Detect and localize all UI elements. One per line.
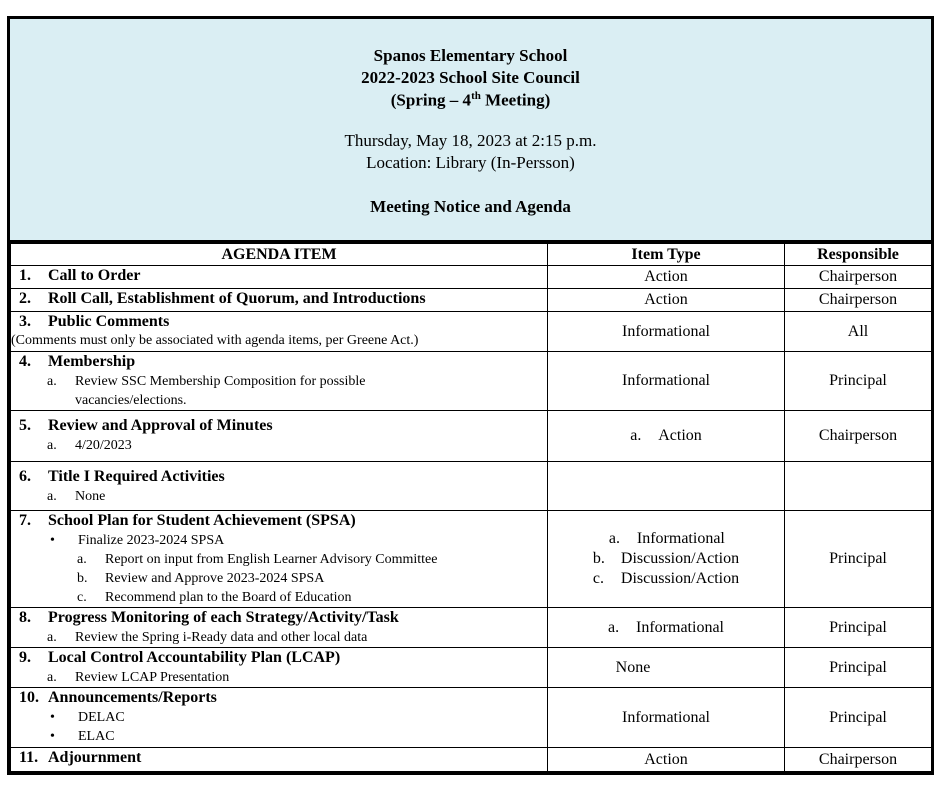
header-block: [10, 19, 931, 243]
table-row: [11, 462, 932, 511]
agenda-item: 5. Review and Approval of Minutes a. 4/20/2023: [11, 411, 548, 462]
col-header-responsible: Responsible: [785, 244, 932, 266]
table-row: [11, 289, 932, 312]
item-responsible: Principal: [785, 608, 932, 648]
item-type: Action: [548, 289, 785, 312]
table-row: [11, 648, 932, 688]
agenda-item: 3. Public Comments (Comments must only be associated with agenda items, per Greene Act.): [11, 312, 548, 352]
agenda-item: 8. Progress Monitoring of each Strategy/Activity/Task a. Review the Spring i-Ready data and other local data: [11, 608, 548, 648]
item-responsible: Principal: [785, 688, 932, 748]
item-responsible: Principal: [785, 648, 932, 688]
meeting-date: Thursday, May 18, 2023 at 2:15 p.m.: [344, 131, 597, 150]
table-row: [11, 411, 932, 462]
agenda-item: 9. Local Control Accountability Plan (LCAP) a. Review LCAP Presentation: [11, 648, 548, 688]
col-header-item: AGENDA ITEM: [11, 244, 548, 266]
table-row: [11, 748, 932, 772]
agenda-item: 11. Adjournment: [11, 748, 548, 772]
agenda-item: 4. Membership a. Review SSC Membership Composition for possible vacancies/elections.: [11, 352, 548, 411]
item-responsible: Chairperson: [785, 748, 932, 772]
item-type: Informational: [548, 352, 785, 411]
item-responsible: All: [785, 312, 932, 352]
item-type: a. Informational b. Discussion/Action c. Discussion/Action: [548, 511, 785, 608]
agenda-item: 1. Call to Order: [11, 266, 548, 289]
school-name: Spanos Elementary School: [373, 46, 568, 65]
item-type: None: [548, 648, 785, 688]
item-responsible: [785, 462, 932, 511]
item-type: Informational: [548, 312, 785, 352]
agenda-item: 6. Title I Required Activities a. None: [11, 462, 548, 511]
item-type: Action: [548, 266, 785, 289]
table-row: [11, 608, 932, 648]
item-type: a. Informational: [548, 608, 785, 648]
table-row: [11, 266, 932, 289]
agenda-table: [10, 243, 932, 772]
item-responsible: Chairperson: [785, 289, 932, 312]
agenda-item: 7. School Plan for Student Achievement (SPSA) • Finalize 2023-2024 SPSA a. Report on input from English Learner Advisory Committee b. Review and Approve 2023-2024 SPSA c. Recommend plan to the Board of Education: [11, 511, 548, 608]
item-type: [548, 462, 785, 511]
item-type: Informational: [548, 688, 785, 748]
bullet: •: [50, 729, 55, 744]
bullet: •: [50, 533, 55, 548]
notice-title: Meeting Notice and Agenda: [370, 197, 571, 216]
table-row: [11, 688, 932, 748]
item-responsible: Principal: [785, 352, 932, 411]
table-row: [11, 352, 932, 411]
item-responsible: Principal: [785, 511, 932, 608]
bullet: •: [50, 710, 55, 725]
agenda-frame: [7, 16, 934, 775]
item-responsible: Chairperson: [785, 266, 932, 289]
item-type: a. Action: [548, 411, 785, 462]
meeting-location: Location: Library (In-Persson): [366, 153, 575, 172]
item-type: Action: [548, 748, 785, 772]
table-header-row: [11, 244, 932, 266]
item-note: (Comments must only be associated with agenda items, per Greene Act.): [11, 333, 419, 348]
agenda-item: 10. Announcements/Reports • DELAC • ELAC: [11, 688, 548, 748]
table-row: [11, 312, 932, 352]
col-header-type: Item Type: [548, 244, 785, 266]
item-responsible: Chairperson: [785, 411, 932, 462]
meeting-title: (Spring – 4th Meeting): [390, 90, 551, 110]
table-row: [11, 511, 932, 608]
council-title: 2022-2023 School Site Council: [361, 68, 580, 87]
agenda-item: 2. Roll Call, Establishment of Quorum, and Introductions: [11, 289, 548, 312]
